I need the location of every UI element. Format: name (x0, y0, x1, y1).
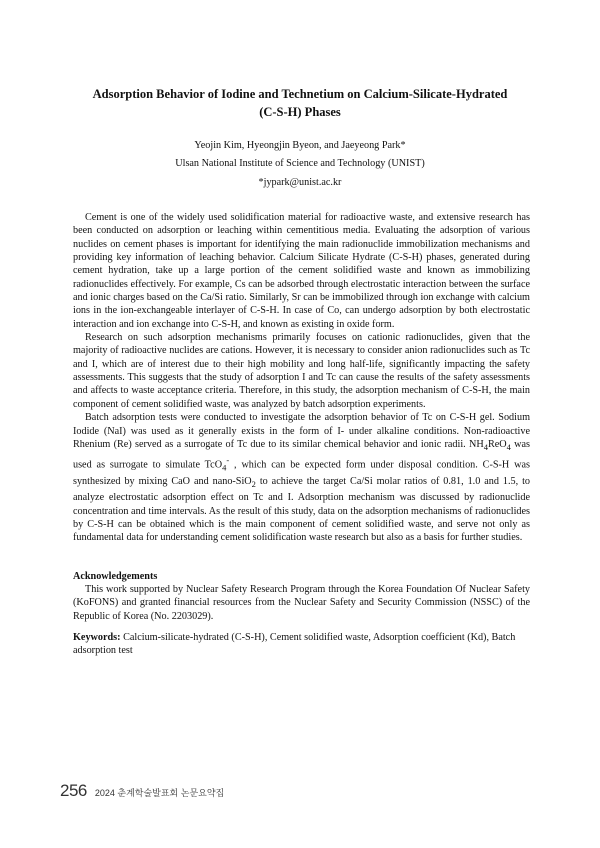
paper-title-line-2: (C-S-H) Phases (259, 105, 341, 119)
paragraph-1: Cement is one of the widely used solidification material for radioactive waste, and extensive research has been conducted on adsorption or leaching within cementitious media. Evaluating the adsorption of various nuclides on cement phases is important for identifying the main radionuclide immobilization mechanisms and providing key information of leaching behavior. Calcium Silicate Hydrate (C-S-H) phases, generated during cement hydration, take up a large portion of the cement solidified waste and known as immobilizing radionuclides effectively. For example, Cs can be adsorbed through electrostatic interaction between the surface and ionic charges based on the Ca/Si ratio. Similarly, Sr can be immobilized through ion exchange with calcium ions in the ion-exchangeable interlayer of C-S-H. In case of Co, can undergo adsorption by both electrostatic interaction and ion exchange into C-S-H, and known as existing in oxide form. (73, 212, 530, 330)
paragraph-3 (73, 411, 530, 545)
p3-text-a: Batch adsorption tests were conducted to investigate the adsorption behavior of Tc on C-S-H gel. Sodium Iodide (NaI) was used as it generally exists in the form of I- under alkaline conditions. Non-radioactive Rhenium (Re) served as a surrogate of Tc due to its similar chemical behavior and ionic radii. NH (73, 412, 530, 450)
p3-subscript: 4 (222, 462, 227, 473)
contact-email: *jypark@unist.ac.kr (258, 177, 342, 188)
acknowledgements-text: This work supported by Nuclear Safety Research Program through the Korea Foundation Of Nuclear Safety (KoFONS) and granted financial resources from the Nuclear Safety and Security Commission (NSSC) of the Republic of Korea (No. 2203029). (73, 584, 530, 622)
abstract-body (73, 211, 530, 545)
keywords-label: Keywords: (73, 632, 121, 643)
p3-subscript: 4 (483, 441, 488, 452)
acknowledgements-heading: Acknowledgements (73, 571, 158, 582)
paragraph-2: Research on such adsorption mechanisms primarily focuses on cationic radionuclides, given that the majority of radioactive nuclides are cations. However, it is necessary to consider anion radionuclides such as Tc and I, which are of interest due to their high mobility and long half-life, significantly impacting the safety assessments. This suggests that the study of adsorption I and Tc can cause the results of the safety assessments and affects to waste acceptance criteria. Therefore, in this study, the adsorption mechanism of C-S-H, the main component of cement solidified waste, was analyzed by batch adsorption experiments. (73, 332, 530, 410)
p3-text-d: , which can be expected form under disposal condition. C-S-H was synthesized by mixing CaO and nano-SiO (73, 459, 530, 487)
p3-text-e: to achieve the target Ca/Si molar ratios of 0.81, 1.0 and 1.5, to analyze electrostatic adsorption effect on Tc and I. Adsorption mechanism was discussed by radionuclide concentration and time intervals. As the result of this study, data on the adsorption mechanisms of radionuclides by C-S-H can be obtained which is the main component of cement solidified waste, and serve not only as fundamental data for understanding cement solidification waste research but also as a basis for further studies. (73, 475, 531, 544)
p3-text-b: ReO (487, 438, 507, 450)
page-number: 256 (60, 781, 87, 800)
paper-title (60, 85, 540, 121)
keywords (73, 631, 530, 658)
p3-subscript: 4 (506, 441, 511, 452)
keywords-text: Calcium-silicate-hydrated (C-S-H), Cement solidified waste, Adsorption coefficient (Kd), Batch adsorption test (73, 632, 516, 657)
p3-superscript: - (226, 455, 230, 466)
proceedings-label: 2024 춘계학술발표회 논문요약집 (94, 788, 225, 798)
authors: Yeojin Kim, Hyeongjin Byeon, and Jaeyeong Park* (194, 140, 406, 151)
page-footer (60, 778, 224, 800)
p3-text-c: was used as surrogate to simulate TcO (73, 438, 530, 471)
p3-subscript: 2 (251, 479, 256, 490)
affiliation: Ulsan National Institute of Science and Technology (UNIST) (175, 158, 425, 169)
paper-title-line-1: Adsorption Behavior of Iodine and Technetium on Calcium-Silicate-Hydrated (92, 87, 508, 101)
